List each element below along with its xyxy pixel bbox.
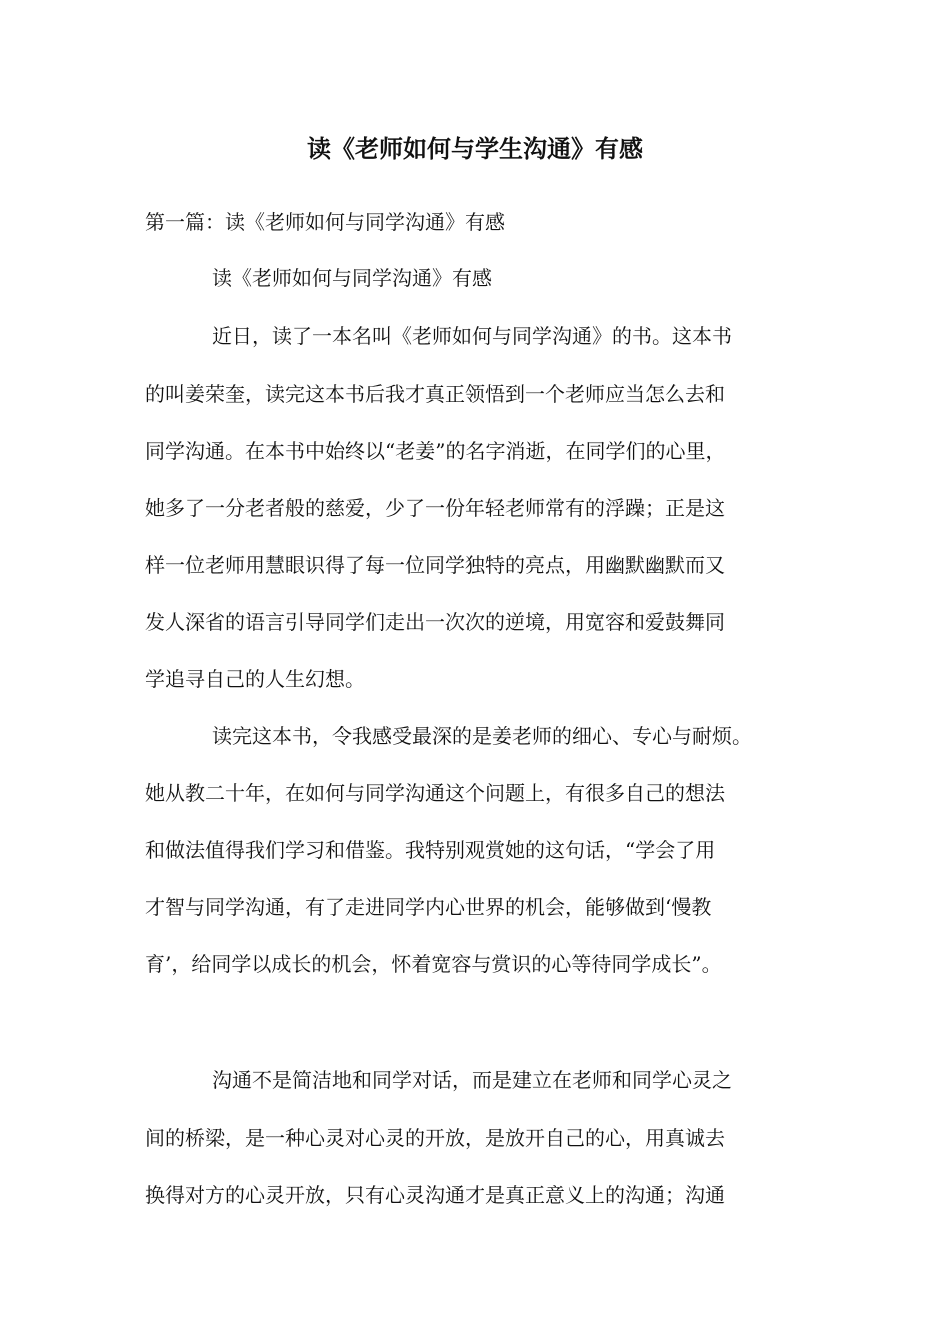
paragraph-line: 间的桥梁，是一种心灵对心灵的开放，是放开自己的心，用真诚去	[145, 1126, 725, 1150]
paragraph-line: 她从教二十年，在如何与同学沟通这个问题上，有很多自己的想法	[145, 781, 725, 805]
paragraph-line: 和做法值得我们学习和借鉴。我特别观赏她的这句话，“学会了用	[145, 838, 716, 862]
paragraph-line: 同学沟通。在本书中始终以“老姜”的名字消逝，在同学们的心里，	[145, 439, 726, 463]
paragraph-line: 样一位老师用慧眼识得了每一位同学独特的亮点，用幽默幽默而又	[145, 553, 725, 577]
paragraph-line: 近日，读了一本名叫《老师如何与同学沟通》的书。这本书	[212, 324, 732, 348]
section-heading: 第一篇：读《老师如何与同学沟通》有感	[145, 210, 505, 234]
paragraph-line: 发人深省的语言引导同学们走出一次次的逆境，用宽容和爱鼓舞同	[145, 610, 725, 634]
subtitle: 读《老师如何与同学沟通》有感	[212, 266, 492, 290]
paragraph-line: 她多了一分老者般的慈爱，少了一份年轻老师常有的浮躁；正是这	[145, 496, 725, 520]
paragraph-line: 育’，给同学以成长的机会，怀着宽容与赏识的心等待同学成长”。	[145, 952, 722, 976]
paragraph-line: 读完这本书，令我感受最深的是姜老师的细心、专心与耐烦。	[212, 724, 752, 748]
paragraph-line: 沟通不是简洁地和同学对话，而是建立在老师和同学心灵之	[212, 1068, 732, 1092]
paragraph-line: 才智与同学沟通，有了走进同学内心世界的机会，能够做到‘慢教	[145, 895, 712, 919]
paragraph-line: 学追寻自己的人生幻想。	[145, 667, 365, 691]
document-title: 读《老师如何与学生沟通》有感	[307, 134, 643, 163]
paragraph-line: 换得对方的心灵开放，只有心灵沟通才是真正意义上的沟通；沟通	[145, 1183, 725, 1207]
paragraph-line: 的叫姜荣奎，读完这本书后我才真正领悟到一个老师应当怎么去和	[145, 382, 725, 406]
